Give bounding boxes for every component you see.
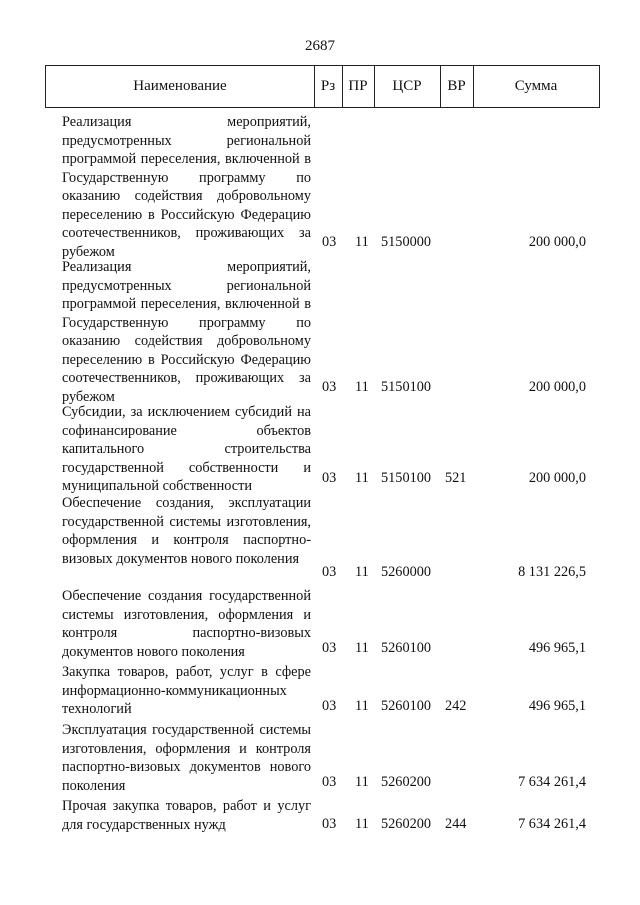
row-pr: 11 [355,563,369,580]
row-sum: 496 965,1 [528,697,586,714]
row-csr: 5260200 [381,815,432,832]
row-csr: 5260100 [381,697,432,714]
row-pr: 11 [355,378,369,395]
page-number: 2687 [305,38,335,54]
row-vr: 244 [445,815,467,832]
table-row [0,721,640,794]
table-row [0,403,640,494]
row-csr: 5150000 [381,233,432,250]
row-pr: 11 [355,815,369,832]
column-header-pr: ПР [348,78,368,94]
table-row [0,663,640,715]
row-name: Субсидии, за исключением субсидий на софинансирование объектов капитального строительства государственной собственности и муниципальной собственности [62,404,311,494]
row-name: Прочая закупка товаров, работ и услуг для государственных нужд [62,798,311,833]
table-row [0,113,640,260]
row-pr: 11 [355,773,369,790]
row-name: Закупка товаров, работ, услуг в сфере информационно-коммуникационных технологий [62,664,311,717]
row-sum: 496 965,1 [528,639,586,656]
row-csr: 5150100 [381,378,432,395]
row-csr: 5260100 [381,639,432,656]
row-sum: 7 634 261,4 [518,815,586,832]
row-csr: 5260000 [381,563,432,580]
column-header-sum: Сумма [514,78,558,94]
row-vr: 521 [445,469,467,486]
row-rz: 03 [322,378,337,395]
row-rz: 03 [322,469,337,486]
row-name: Реализация мероприятий, предусмотренных региональной программой переселения, включенной в Государственную программу по оказанию содействия добровольному переселению в Российскую Федерацию соотечественников, проживающих за рубежом [62,114,311,260]
row-vr: 242 [445,697,467,714]
row-name: Обеспечение создания, эксплуатации государственной системы изготовления, оформления и контроля паспортно-визовых документов нового поколения [62,495,311,567]
column-header-csr: ЦСР [392,78,422,94]
row-rz: 03 [322,233,337,250]
column-header-name: Наименование [133,78,227,94]
row-pr: 11 [355,697,369,714]
table-row [0,494,640,581]
row-pr: 11 [355,469,369,486]
row-sum: 200 000,0 [528,378,586,395]
row-sum: 7 634 261,4 [518,773,586,790]
row-name: Эксплуатация государственной системы изготовления, оформления и контроля паспортно-визовых документов нового поколения [62,722,311,794]
row-pr: 11 [355,639,369,656]
row-name: Обеспечение создания государственной системы изготовления, оформления и контроля паспортно-визовых документов нового поколения [62,588,311,660]
row-rz: 03 [322,563,337,580]
row-pr: 11 [355,233,369,250]
table-row [0,797,640,833]
table-row [0,258,640,405]
row-sum: 200 000,0 [528,233,586,250]
row-sum: 200 000,0 [528,469,586,486]
row-sum: 8 131 226,5 [518,563,586,580]
column-header-vr: ВР [447,78,466,94]
table-header [45,65,600,108]
row-rz: 03 [322,815,337,832]
row-name: Реализация мероприятий, предусмотренных региональной программой переселения, включенной в Государственную программу по оказанию содействия добровольному переселению в Российскую Федерацию соотечественников, проживающих за рубежом [62,259,311,405]
table-row [0,587,640,660]
row-rz: 03 [322,773,337,790]
column-header-rz: Рз [320,78,336,94]
row-csr: 5260200 [381,773,432,790]
row-rz: 03 [322,697,337,714]
row-csr: 5150100 [381,469,432,486]
row-rz: 03 [322,639,337,656]
